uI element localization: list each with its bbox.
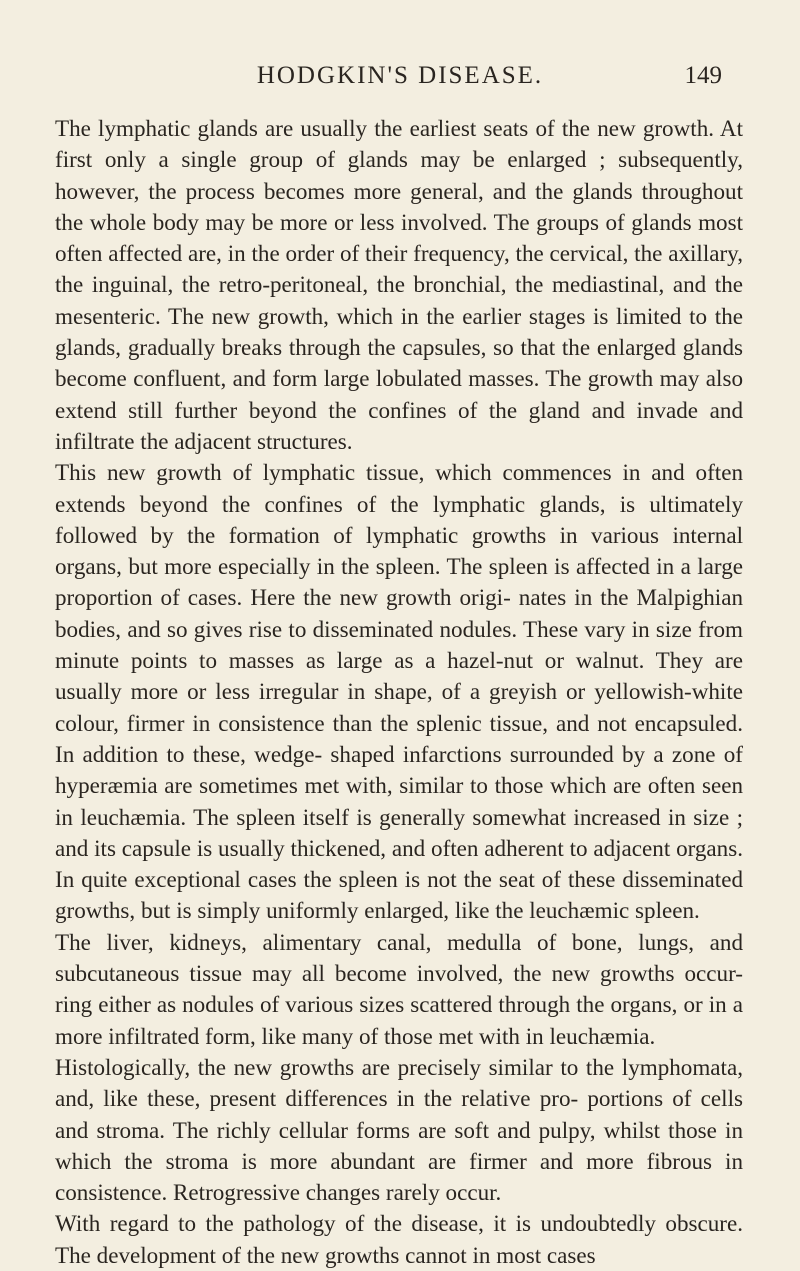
paragraph-histology: Histologically, the new growths are precisely similar to the lymphomata, and, like these, present differences in the relative pro- portions of cells and stroma. The richly cellular forms are soft and pulpy, whilst those in which the stroma is more abundant are firmer and more fibrous in consistence. Retrogressive changes rarely occur. — [55, 1053, 743, 1206]
page-number: 149 — [684, 62, 722, 89]
paragraph-pathology: With regard to the pathology of the disease, it is undoubtedly obscure. The development of the new growths cannot in most cases — [55, 1210, 743, 1268]
running-head — [0, 62, 800, 102]
paragraph-other-organs: The liver, kidneys, alimentary canal, medulla of bone, lungs, and subcutaneous tissue may all become involved, the new growths occur- ring either as nodules of various sizes scattered through the organs, or in a more infiltrated form, like many of those met with in leuchæmia. — [55, 928, 743, 1049]
paragraph-lymphatic-glands: The lymphatic glands are usually the earliest seats of the new growth. At first only a single group of glands may be enlarged ; subsequently, however, the process becomes more general, and the glands throughout the whole body may be more or less involved. The groups of glands most often affected are, in the order of their frequency, the cervical, the axillary, the inguinal, the retro-peritoneal, the bronchial, the mediastinal, and the mesenteric. The new growth, which in the earlier stages is limited to the glands, gradually breaks through the capsules, so that the enlarged glands become confluent, and form large lobulated masses. The growth may also extend still further beyond the confines of the gland and invade and infiltrate the adjacent structures. — [55, 115, 743, 454]
paragraph-spleen: This new growth of lymphatic tissue, which commences in and often extends beyond the confines of the lymphatic glands, is ultimately followed by the formation of lymphatic growths in various internal organs, but more especially in the spleen. The spleen is affected in a large proportion of cases. Here the new growth origi- nates in the Malpighian bodies, and so gives rise to disseminated nodules. These vary in size from minute points to masses as large as a hazel-nut or walnut. They are usually more or less irregular in shape, of a greyish or yellowish-white colour, firmer in consistence than the splenic tissue, and not encapsuled. In addition to these, wedge- shaped infarctions surrounded by a zone of hyperæmia are sometimes met with, similar to those which are often seen in leuchæmia. The spleen itself is generally somewhat increased in size ; and its capsule is usually thickened, and often adherent to adjacent organs. In quite exceptional cases the spleen is not the seat of these disseminated growths, but is simply uniformly enlarged, like the leuchæmic spleen. — [55, 459, 743, 924]
running-title: HODGKIN'S DISEASE. — [256, 62, 544, 89]
body-text — [55, 113, 743, 1271]
